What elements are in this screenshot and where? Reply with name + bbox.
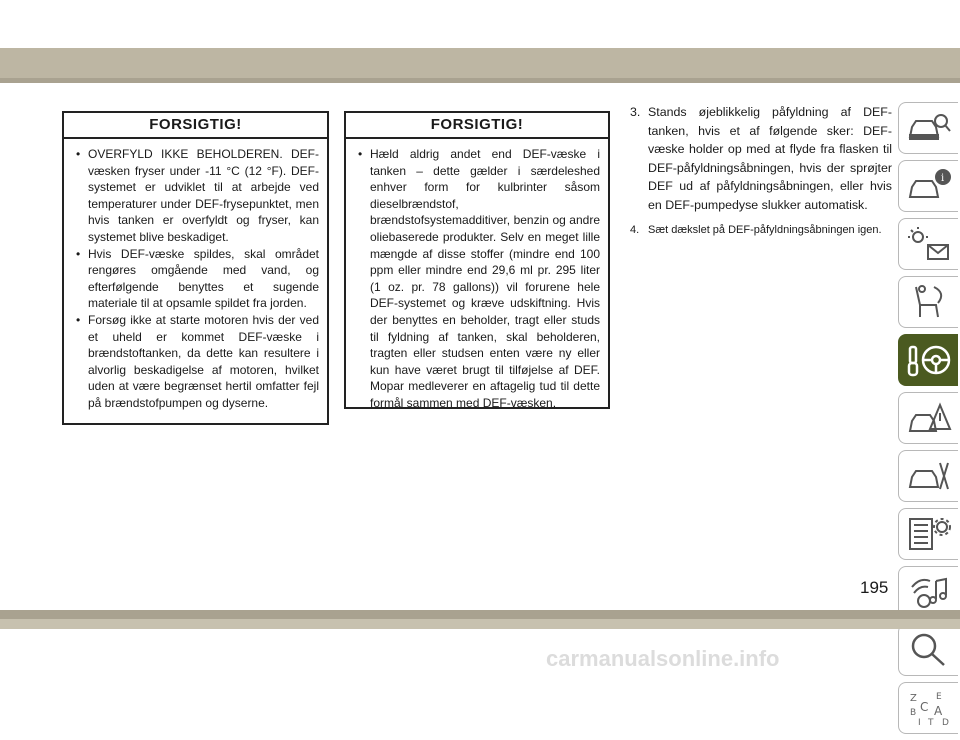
tab-car-wrench[interactable] [898, 450, 958, 502]
tab-search[interactable] [898, 624, 958, 676]
svg-text:I: I [917, 718, 921, 727]
svg-text:E: E [935, 692, 942, 702]
caution-item: • Forsøg ikke at starte motoren hvis der ved et uheld er kommet DEF-væske i brændstoftanken, da dette kan resultere i alvorlig beskadigelse af motoren, hvilket uden at være begrænset hertil omfatter fejl på brændstofpumpen og dyserne. [76, 312, 319, 412]
chapter-tabs [896, 102, 960, 740]
caution-title: FORSIGTIG! [64, 113, 327, 139]
caution-item: • OVERFYLD IKKE BEHOLDEREN. DEF-væsken fryser under -11 °C (12 °F). DEF-systemet er udviklet til at arbejde ved temperaturer under DEF-frysepunktet, men hvis tanken er overfyldt og fryser, kan systemet blive beskadiget. [76, 146, 319, 246]
procedure-steps [630, 103, 892, 245]
magnifier-icon [906, 631, 952, 669]
tab-key-steering-wheel[interactable] [898, 334, 958, 386]
step-4 [630, 222, 892, 238]
car-wrench-icon [906, 457, 952, 495]
tab-checklist-gear[interactable] [898, 508, 958, 560]
car-magnifier-icon [906, 109, 952, 147]
radio-music-nav-icon [906, 573, 952, 611]
svg-text:B: B [909, 708, 916, 718]
tab-car-magnifier[interactable] [898, 102, 958, 154]
key-steering-wheel-icon [906, 341, 952, 379]
svg-text:Z: Z [909, 693, 917, 704]
alphabet-index-icon [906, 689, 952, 727]
seat-airbag-icon [906, 283, 952, 321]
caution-title: FORSIGTIG! [346, 113, 608, 139]
caution-list [346, 139, 608, 420]
tab-index[interactable] [898, 682, 958, 734]
hazard-triangle-car-icon [906, 399, 952, 437]
step-number: 3. [630, 105, 641, 119]
bottom-color-band-light [0, 619, 960, 629]
caution-list [64, 139, 327, 420]
tab-hazard-car[interactable] [898, 392, 958, 444]
tab-car-info[interactable] [898, 160, 958, 212]
checklist-gear-icon [906, 515, 952, 553]
top-color-band-shadow [0, 78, 960, 83]
svg-text:T: T [927, 718, 933, 727]
caution-item: • Hvis DEF-væske spildes, skal området rengøres omgående med vand, og efterfølgende benyttes et sugende materiale til at opsamle spildet fra jorden. [76, 246, 319, 312]
caution-box-right [344, 111, 610, 409]
step-3 [630, 103, 892, 215]
caution-item: • Hæld aldrig andet end DEF-væske i tanken – dette gælder i særdeleshed enhver form for kulbrinter såsom dieselbrændstof, brændstofsystemadditiver, benzin og andre oliebaserede produkter. Selv en meget lille mængde af disse stoffer (mindre end 100 ppm eller mindre end 29,6 ml pr. 295 liter (1 oz. pr. 78 gallons)) vil forurene hele DEF-systemet og kræve udskiftning. Hvis der benyttes en beholder, tragt eller studs til fyldning af tanken, skal beholderen, tragten eller studsen enten være ny eller kun have været brugt til tilføjelse af DEF. Mopar medleverer en aftagelig tud til dette formål sammen med DEF-væsken. [358, 146, 600, 412]
step-text: Stands øjeblikkelig påfyldning af DEF-tanken, hvis et af følgende sker: DEF-væske holder op med at flyde fra flasken til DEF-påfyldningsåbningen, hvis der sprøjter DEF ud af påfyldningsåbningen, eller hvis en DEF-pumpedyse slukker automatisk. [648, 105, 892, 212]
tab-seat-airbag[interactable] [898, 276, 958, 328]
svg-text:C: C [919, 700, 928, 714]
caution-box-left [62, 111, 329, 425]
svg-text:i: i [940, 173, 944, 184]
tab-warning-message[interactable] [898, 218, 958, 270]
bottom-color-band [0, 610, 960, 619]
svg-text:A: A [933, 704, 942, 718]
warning-light-message-icon [906, 225, 952, 263]
car-info-icon [906, 167, 952, 205]
watermark: carmanualsonline.info [546, 646, 780, 671]
step-number: 4. [630, 223, 640, 236]
top-color-band [0, 48, 960, 78]
page-number: 195 [860, 578, 889, 597]
step-text: Sæt dækslet på DEF-påfyldningsåbningen igen. [648, 223, 882, 236]
svg-text:D: D [941, 718, 949, 727]
